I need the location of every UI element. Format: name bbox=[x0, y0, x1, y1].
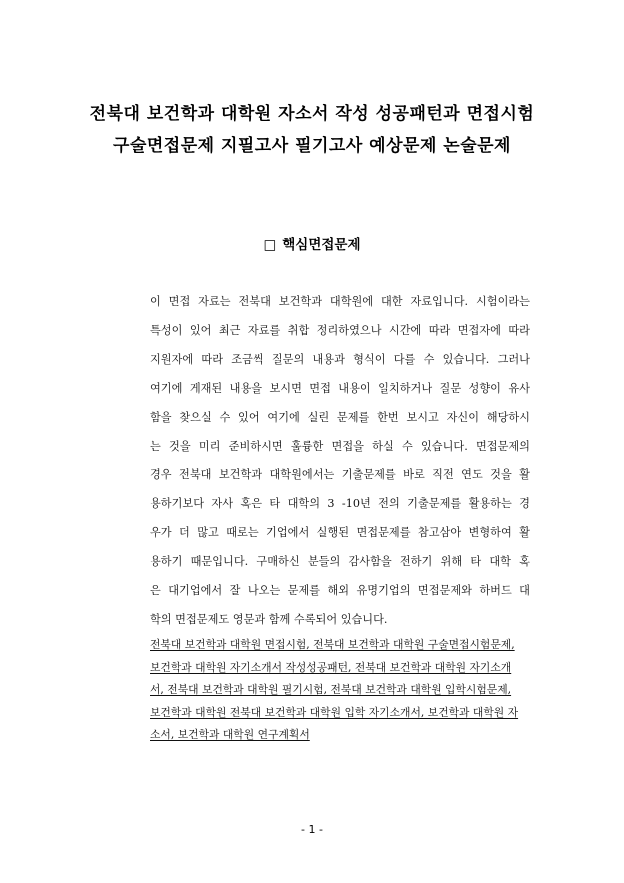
paragraph-line: 우가 더 많고 때로는 기업에서 실행된 면접문제를 참고삼아 변형하여 활 bbox=[150, 526, 530, 540]
paragraph-line: 은 대기업에서 잘 나오는 문제를 해외 유명기업의 면접문제와 하버드 대 bbox=[150, 584, 530, 597]
section-heading-label: 핵심면접문제 bbox=[282, 237, 361, 253]
keyword-text: 보건학과 대학원 자기소개서 작성성공패턴, 전북대 보건학과 대학원 자기소개 bbox=[150, 660, 512, 674]
paragraph-line: 지원자에 따라 조금씩 질문의 내용과 형식이 다를 수 있습니다. 그러나 bbox=[150, 352, 530, 366]
keyword-text: 보건학과 대학원 전북대 보건학과 대학원 입학 자기소개서, 보건학과 대학원 자 bbox=[150, 705, 519, 719]
keyword-line bbox=[150, 660, 511, 676]
document-title-line-2: 구술면접문제 지필고사 필기고사 예상문제 논술문제 bbox=[113, 136, 511, 156]
paragraph-line: 이 면접 자료는 전북대 보건학과 대학원에 대한 자료입니다. 시험이라는 bbox=[150, 295, 530, 308]
keyword-line bbox=[150, 682, 511, 698]
document-title-line-1: 전북대 보건학과 대학원 자소서 작성 성공패턴과 면접시험 bbox=[89, 104, 535, 124]
keyword-text: 서, 전북대 보건학과 대학원 필기시험, 전북대 보건학과 대학원 입학시험문제, bbox=[150, 683, 512, 696]
checkbox-square-icon: □ bbox=[263, 237, 277, 253]
keyword-text: 소서, 보건학과 대학원 연구계획서 bbox=[150, 728, 310, 741]
paragraph-line: 용하기 때문입니다. 구매하신 분들의 감사함을 전하기 위해 타 대학 혹 bbox=[150, 555, 530, 569]
paragraph-line: 여기에 게재된 내용을 보시면 면접 내용이 일치하거나 질문 성향이 유사 bbox=[150, 381, 530, 395]
paragraph-line: 학의 면접문제도 영문과 함께 수록되어 있습니다. bbox=[150, 612, 388, 626]
keyword-line bbox=[150, 727, 310, 743]
paragraph-line: 경우 전북대 보건학과 대학원에서는 기출문제를 바로 직전 연도 것을 활 bbox=[150, 468, 530, 482]
page-number: - 1 - bbox=[301, 823, 323, 836]
paragraph-line: 특성이 있어 최근 자료를 취합 정리하였으나 시간에 따라 면접자에 따라 bbox=[150, 323, 530, 337]
keyword-line bbox=[150, 705, 518, 721]
paragraph-line: 함을 찾으실 수 있어 여기에 실린 문제를 한번 보시고 자신이 해당하시 bbox=[150, 410, 530, 424]
keyword-line bbox=[150, 637, 515, 653]
paragraph-line: 용하기보다 자사 혹은 타 대학의 3 -10년 전의 기출문제를 활용하는 경 bbox=[150, 497, 530, 511]
section-heading bbox=[0, 233, 624, 253]
paragraph-line: 는 것을 미리 준비하시면 훌륭한 면접을 하실 수 있습니다. 면접문제의 bbox=[150, 439, 530, 453]
keyword-text: 전북대 보건학과 대학원 면접시험, 전북대 보건학과 대학원 구술면접시험문제, bbox=[150, 638, 515, 651]
